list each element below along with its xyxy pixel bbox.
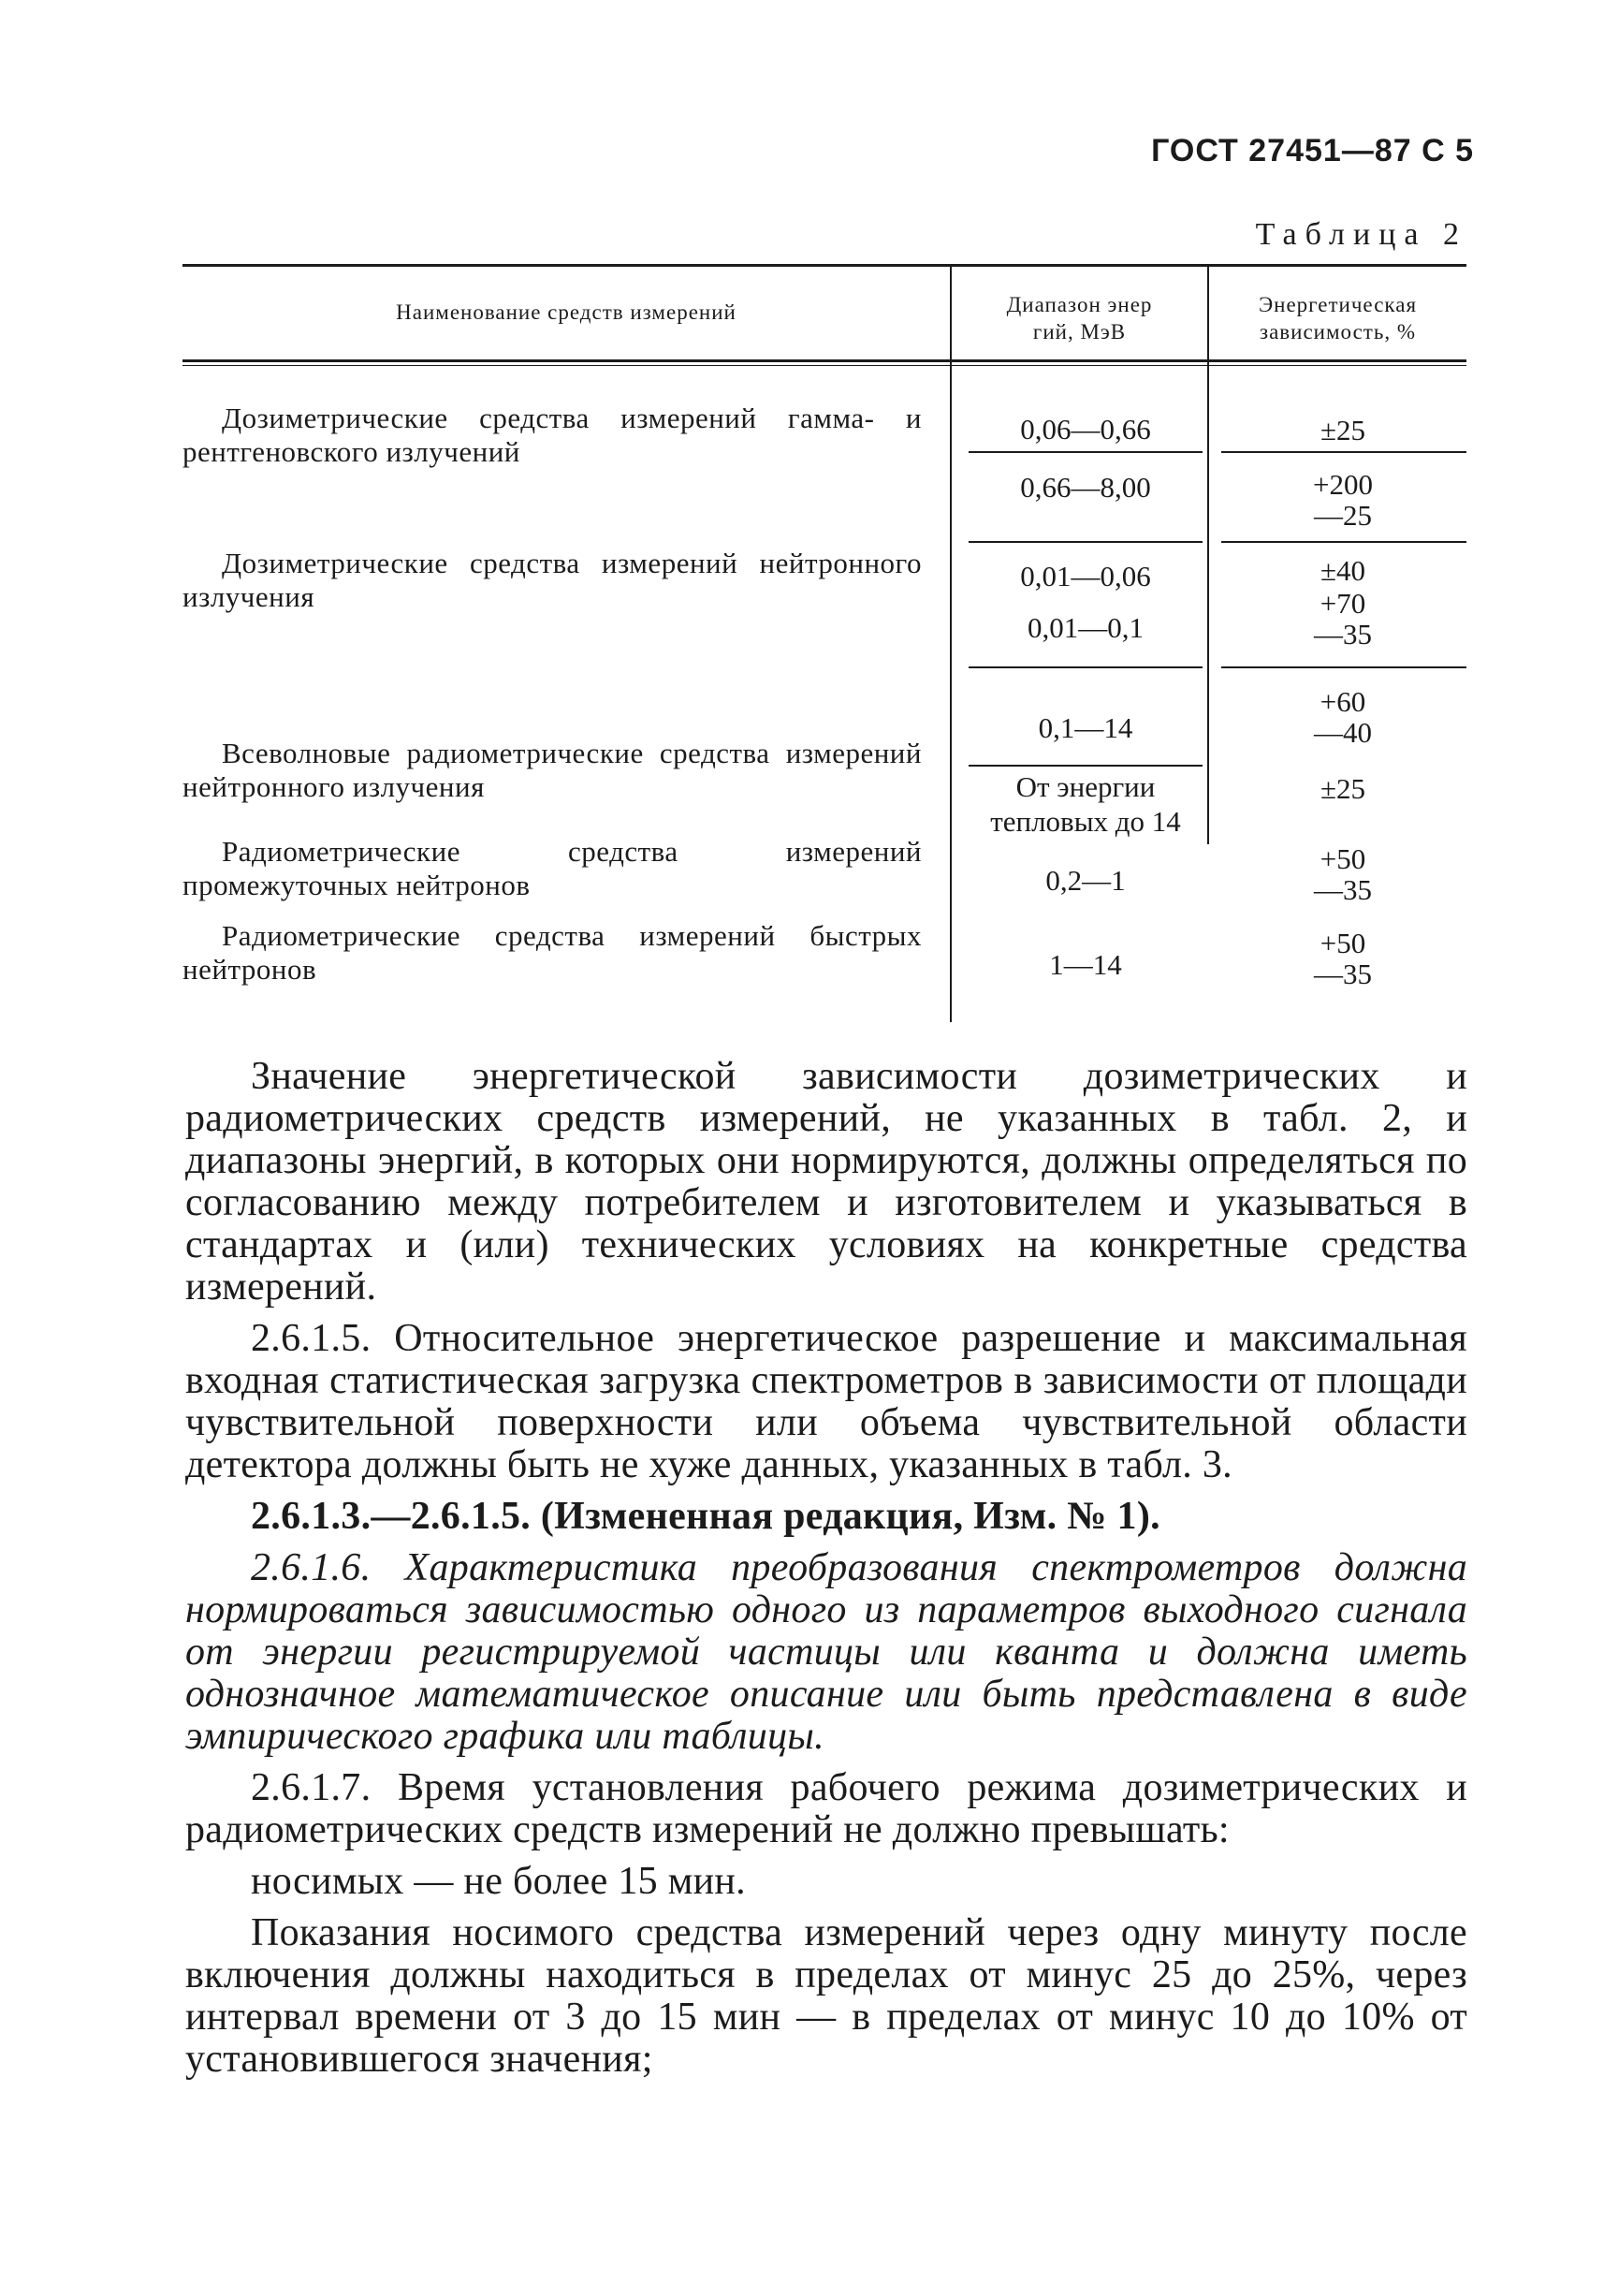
table-row-2-range-rule — [969, 666, 1203, 668]
paragraph-energy-dependence-note: Значение энергетической зависимости дозиметрических и радиометрических средств измерений, не указанных в табл. 2, и диапазоны энергий, в которых они нормируются, должны определяться по согласованию между потребителем и изготовителем и указываться в стандартах и (или) технических условиях на конкретные средства измерений. — [185, 1055, 1467, 1309]
table-row-1-name: Дозиметрические средства измерений гамма- и рентгеновского излучений — [182, 402, 922, 468]
table-row-4-dep: +50 —35 — [1314, 842, 1372, 906]
paragraph-2-6-1-5: 2.6.1.5. Относительное энергетическое разрешение и максимальная входная статистическая загрузка спектрометров в зависимости от площади чувствительной поверхности или объема чувствительной области детектора должны быть не хуже данных, указанных в табл. 3. — [185, 1317, 1467, 1486]
paragraph-amendment-note: 2.6.1.3.—2.6.1.5. (Измененная редакция, Изм. № 1). — [251, 1495, 1160, 1538]
table-row-5-name: Радиометрические средства измерений быстрых нейтронов — [182, 919, 922, 986]
table-row-3-name: Всеволновые радиометрические средства измерений нейтронного излучения — [182, 737, 922, 803]
table-header-rule — [182, 359, 1466, 362]
table-row-2-range-rule-2 — [969, 765, 1203, 767]
table-row-3-range: От энергии тепловых до 14 — [990, 770, 1181, 839]
energy-dependence-table — [182, 264, 1466, 1022]
table-row-2-dep-a: ±40 — [1320, 554, 1365, 587]
table-row-2-range-a: 0,01—0,06 — [1020, 560, 1151, 592]
table-row-2-range-c: 0,1—14 — [1038, 711, 1133, 744]
table-row-2-dep-c: +60 —40 — [1314, 685, 1372, 749]
table-row-1-range-b: 0,66—8,00 — [1020, 471, 1151, 504]
table-column-divider-2 — [1207, 264, 1209, 844]
table-row-5-dep: +50 —35 — [1314, 927, 1372, 990]
table-row-1-dep-rule — [1221, 451, 1466, 453]
table-row-1-range-rule-2 — [969, 541, 1203, 543]
paragraph-portable-readings: Показания носимого средства измерений через одну минуту после включения должны находиться в пределах от минус 25 до 25%, через интервал времени от 3 до 15 мин — в пределах от минус 10 до 10% от установившегося значения; — [185, 1911, 1467, 2081]
table-row-2-dep-rule — [1221, 666, 1466, 668]
table-row-4-name: Радиометрические средства измерений промежуточных нейтронов — [182, 835, 922, 901]
table-row-2-range-b: 0,01—0,1 — [1028, 611, 1144, 644]
table-row-2-dep-b: +70 —35 — [1314, 587, 1372, 651]
table-header-rule-2 — [182, 365, 1466, 366]
table-row-5-range: 1—14 — [1049, 948, 1122, 981]
table-row-4-range: 0,2—1 — [1045, 864, 1126, 897]
column-header-dependence: Энергетическая зависимость, % — [1258, 293, 1418, 344]
page-header-standard: ГОСТ 27451—87 С 5 — [1151, 133, 1474, 168]
table-row-3-dep: ±25 — [1320, 772, 1365, 805]
paragraph-2-6-1-6: 2.6.1.6. Характеристика преобразования спектрометров должна нормироваться зависимостью одного из параметров выходного сигнала от энергии регистрируемой частицы или кванта и должна иметь однозначное математическое описание или быть представлена в виде эмпирического графика или таблицы. — [185, 1546, 1467, 1758]
paragraph-portable-limit: носимых — не более 15 мин. — [251, 1860, 746, 1903]
table-row-1-dep-rule-2 — [1221, 541, 1466, 543]
table-row-1-dep-a: ±25 — [1320, 414, 1365, 446]
table-row-1-range-rule — [969, 451, 1203, 453]
table-top-rule — [182, 264, 1466, 267]
paragraph-2-6-1-7: 2.6.1.7. Время установления рабочего режима дозиметрических и радиометрических средств измерений не должно превышать: — [185, 1766, 1467, 1851]
column-header-name: Наименование средств измерений — [396, 300, 736, 324]
column-header-range: Диапазон энер гий, МэВ — [1006, 293, 1153, 344]
table-caption: Таблица 2 — [1255, 217, 1467, 252]
body-text — [185, 1056, 1467, 2090]
table-row-1-dep-b: +200 —25 — [1313, 468, 1373, 532]
table-row-1-range-a: 0,06—0,66 — [1020, 413, 1151, 446]
table-row-2-name: Дозиметрические средства измерений нейтронного излучения — [182, 547, 922, 613]
table-column-divider-1 — [950, 264, 952, 1022]
